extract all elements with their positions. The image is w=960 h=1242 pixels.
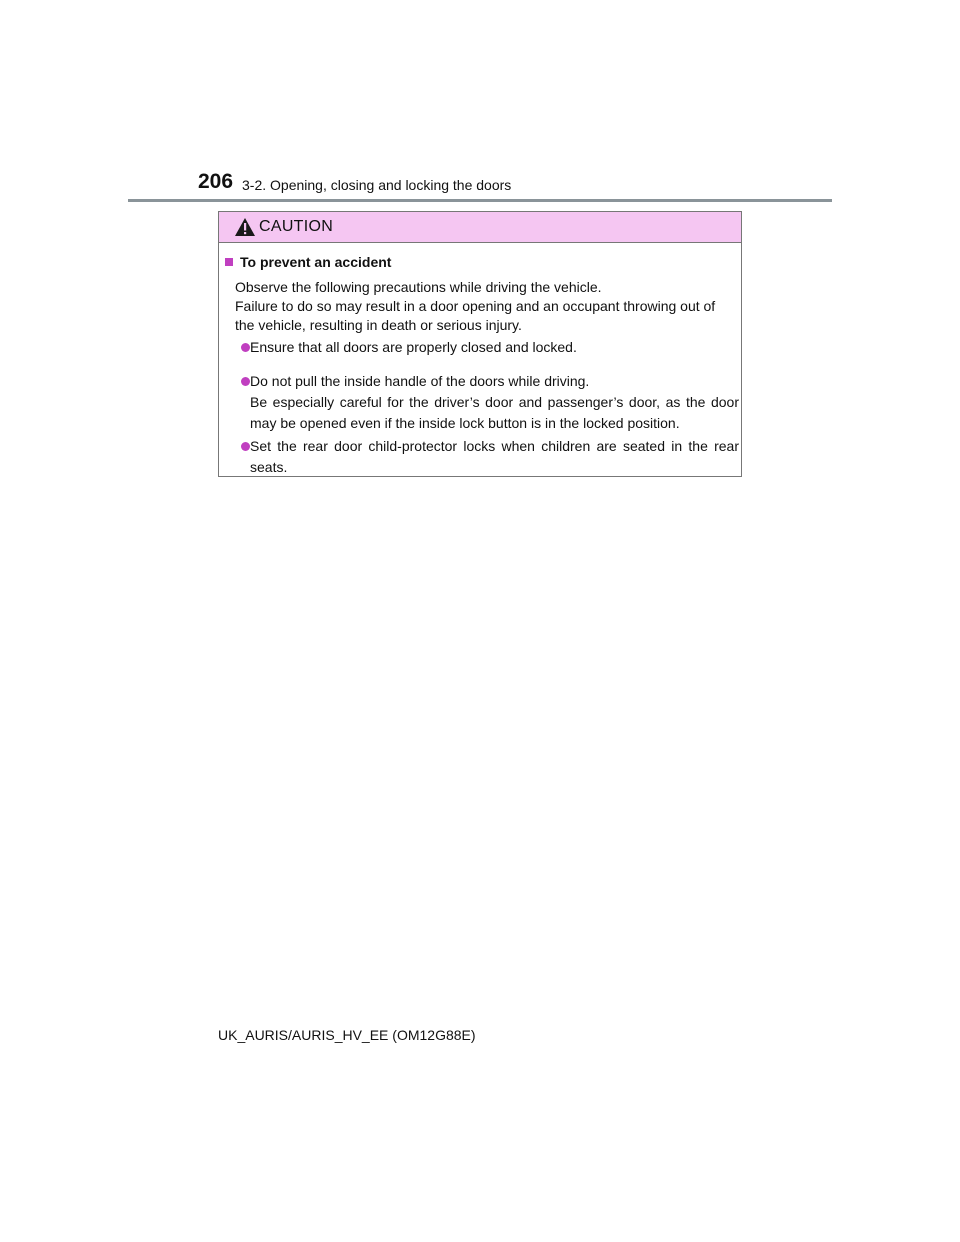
- bullet-dot-icon: [241, 442, 250, 451]
- caution-bullet-3: [235, 436, 739, 478]
- caution-intro-1: Observe the following precautions while driving the vehicle.: [235, 279, 602, 295]
- caution-header: [219, 212, 741, 243]
- bullet-text: Set the rear door child-protector locks when children are seated in the rear seats.: [250, 438, 739, 475]
- caution-intro-2: Failure to do so may result in a door opening and an occupant throwing out of the vehicle, resulting in death or serious injury.: [235, 298, 716, 333]
- caution-box: [218, 211, 742, 477]
- bullet-subtext: Be especially careful for the driver’s door and passenger’s door, as the door may be opened even if the inside lock button is in the locked position.: [250, 394, 739, 431]
- header-divider: [128, 199, 832, 202]
- bullet-dot-icon: [241, 377, 250, 386]
- bullet-text: Ensure that all doors are properly closed and locked.: [250, 339, 577, 355]
- document-code: UK_AURIS/AURIS_HV_EE (OM12G88E): [218, 1027, 476, 1043]
- page-header: [0, 0, 960, 204]
- caution-subheading-text: To prevent an accident: [240, 254, 392, 270]
- warning-triangle-icon: [234, 217, 256, 237]
- bullet-dot-icon: [241, 343, 250, 352]
- caution-bullet-1: [235, 337, 739, 358]
- caution-subheading: [225, 254, 391, 270]
- bullet-text: Do not pull the inside handle of the doors while driving.: [250, 373, 590, 389]
- caution-title: CAUTION: [259, 218, 334, 235]
- section-title: 3-2. Opening, closing and locking the doors: [242, 177, 512, 193]
- caution-bullet-2: [235, 371, 739, 434]
- page-number: 206: [198, 170, 234, 193]
- square-bullet-icon: [225, 258, 233, 266]
